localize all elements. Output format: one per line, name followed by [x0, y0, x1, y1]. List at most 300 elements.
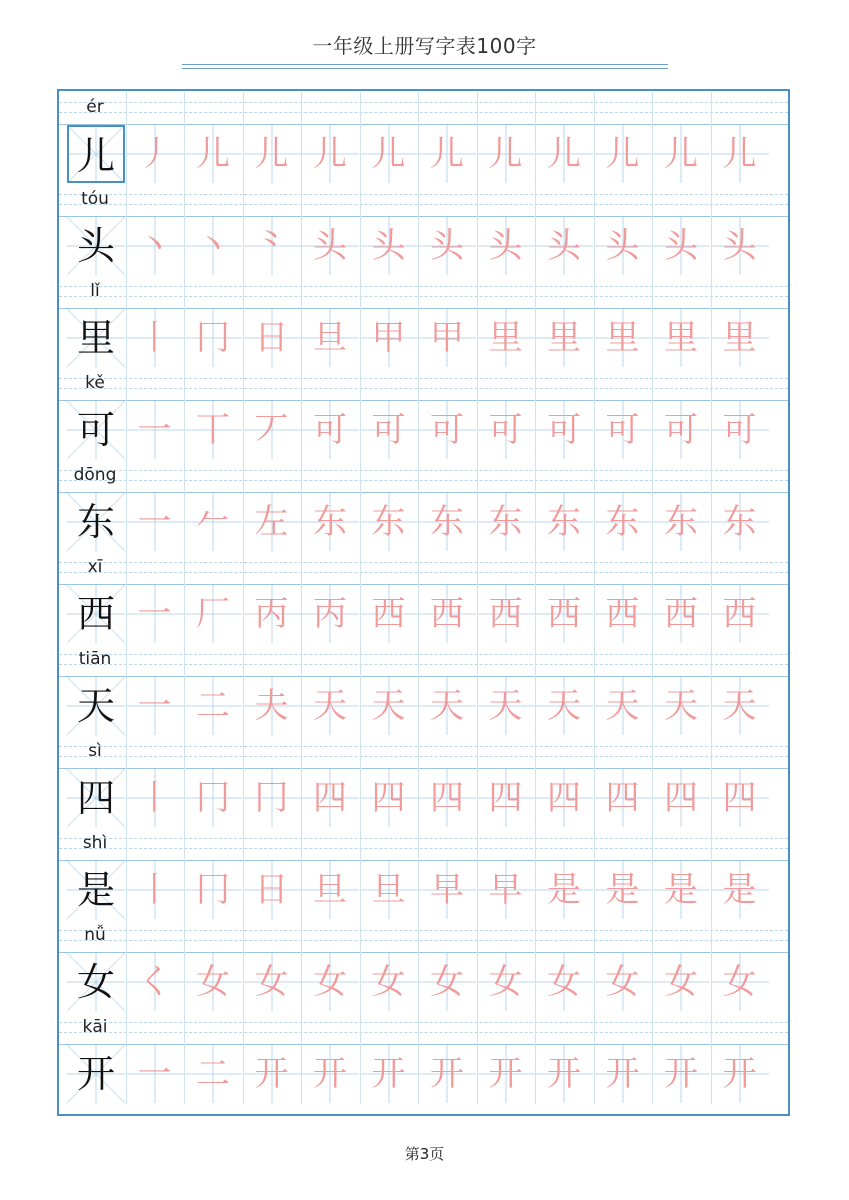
stroke-step-char: 儿 — [430, 134, 464, 174]
trace-cell[interactable] — [126, 953, 184, 1011]
model-char-cell — [67, 585, 125, 643]
trace-cell[interactable] — [711, 1045, 769, 1103]
column-separator — [184, 184, 185, 276]
column-separator — [184, 552, 185, 644]
stroke-step-char: 天 — [371, 686, 406, 726]
trace-cell[interactable] — [243, 953, 301, 1011]
stroke-step-char: 二 — [196, 1054, 230, 1094]
stroke-step-char: 夫 — [254, 686, 289, 726]
trace-cell[interactable] — [184, 1045, 242, 1103]
trace-cell[interactable] — [126, 401, 184, 459]
trace-cell[interactable] — [243, 309, 301, 367]
column-separator — [418, 92, 419, 184]
stroke-step-char: 丨 — [137, 778, 172, 818]
stroke-step-char: 是 — [605, 870, 640, 910]
trace-cell[interactable] — [594, 677, 652, 735]
model-char: 儿 — [76, 134, 115, 178]
column-separator — [301, 828, 302, 920]
pinyin-label: lǐ — [90, 281, 100, 301]
trace-cell[interactable] — [711, 125, 769, 183]
trace-cell[interactable] — [652, 309, 710, 367]
stroke-step-char: 旦 — [371, 870, 406, 910]
column-separator — [301, 920, 302, 1012]
trace-cell[interactable] — [360, 769, 418, 827]
trace-cell[interactable] — [418, 585, 476, 643]
title-underline — [182, 64, 668, 65]
stroke-step-char: 西 — [605, 594, 640, 634]
pinyin-guide-line — [59, 296, 788, 297]
column-separator — [360, 92, 361, 184]
pinyin-guide-line — [59, 470, 788, 471]
column-separator — [652, 184, 653, 276]
trace-cell[interactable] — [711, 861, 769, 919]
column-separator — [594, 736, 595, 828]
trace-cell[interactable] — [184, 493, 242, 551]
trace-cell[interactable] — [418, 493, 476, 551]
trace-cell[interactable] — [243, 677, 301, 735]
trace-cell[interactable] — [243, 769, 301, 827]
model-char-cell — [67, 769, 125, 827]
column-separator — [301, 644, 302, 736]
model-char: 里 — [76, 316, 115, 360]
stroke-step-char: 女 — [547, 962, 581, 1002]
stroke-step-char: 丙 — [254, 594, 289, 634]
trace-cell[interactable] — [711, 493, 769, 551]
stroke-step-char: 里 — [605, 318, 640, 358]
pinyin-guide-line — [59, 480, 788, 481]
practice-sheet-frame — [57, 89, 790, 1116]
trace-cell[interactable] — [477, 309, 535, 367]
trace-cell[interactable] — [360, 585, 418, 643]
trace-cell[interactable] — [360, 861, 418, 919]
stroke-step-char: 冂 — [196, 778, 230, 818]
trace-cell[interactable] — [652, 585, 710, 643]
pinyin-label: sì — [88, 741, 102, 761]
column-separator — [126, 736, 127, 828]
trace-cell[interactable] — [477, 769, 535, 827]
trace-cell[interactable] — [711, 309, 769, 367]
trace-cell[interactable] — [652, 1045, 710, 1103]
stroke-step-char: 甲 — [430, 318, 464, 358]
trace-cell[interactable] — [652, 769, 710, 827]
stroke-step-char: 是 — [664, 870, 698, 910]
column-separator — [711, 828, 712, 920]
stroke-step-char: 天 — [547, 686, 581, 726]
column-separator — [418, 184, 419, 276]
trace-cell[interactable] — [301, 677, 359, 735]
stroke-step-char: 可 — [664, 410, 698, 450]
trace-cell[interactable] — [126, 125, 184, 183]
stroke-step-char: 丨 — [137, 318, 172, 358]
model-char-cell — [67, 309, 125, 367]
column-separator — [360, 920, 361, 1012]
trace-cell[interactable] — [652, 125, 710, 183]
stroke-step-char: 儿 — [664, 134, 698, 174]
pinyin-guide-line — [59, 572, 788, 573]
pinyin-guide-line — [59, 562, 788, 563]
column-separator — [418, 460, 419, 552]
trace-cell[interactable] — [184, 769, 242, 827]
pinyin-guide-line — [59, 1032, 788, 1033]
trace-cell[interactable] — [301, 309, 359, 367]
trace-cell[interactable] — [477, 217, 535, 275]
trace-cell[interactable] — [418, 309, 476, 367]
model-char: 是 — [76, 868, 115, 912]
stroke-step-char: 可 — [371, 410, 406, 450]
stroke-step-char: 是 — [547, 870, 581, 910]
stroke-step-char: 女 — [196, 962, 230, 1002]
column-separator — [301, 736, 302, 828]
column-separator — [418, 276, 419, 368]
char-row — [59, 1012, 788, 1104]
trace-cell[interactable] — [594, 309, 652, 367]
column-separator — [594, 184, 595, 276]
pinyin-guide-line — [59, 388, 788, 389]
stroke-step-char: 四 — [547, 778, 581, 818]
stroke-step-char: 西 — [430, 594, 464, 634]
trace-cell[interactable] — [535, 677, 593, 735]
trace-cell[interactable] — [243, 401, 301, 459]
stroke-step-char: 东 — [313, 502, 347, 542]
pinyin-label: nǚ — [84, 925, 106, 945]
trace-cell[interactable] — [243, 493, 301, 551]
column-separator — [477, 276, 478, 368]
stroke-step-char: 女 — [605, 962, 640, 1002]
stroke-step-char: 开 — [722, 1054, 757, 1094]
column-separator — [243, 276, 244, 368]
column-separator — [477, 920, 478, 1012]
trace-cell[interactable] — [184, 217, 242, 275]
trace-cell[interactable] — [418, 953, 476, 1011]
trace-cell[interactable] — [594, 125, 652, 183]
trace-cell[interactable] — [535, 953, 593, 1011]
trace-cell[interactable] — [652, 861, 710, 919]
column-separator — [535, 920, 536, 1012]
column-separator — [594, 552, 595, 644]
trace-cell[interactable] — [301, 861, 359, 919]
trace-cell[interactable] — [184, 401, 242, 459]
column-separator — [711, 736, 712, 828]
column-separator — [594, 276, 595, 368]
stroke-step-char: 丨 — [137, 870, 172, 910]
column-separator — [243, 736, 244, 828]
trace-cell[interactable] — [243, 125, 301, 183]
char-row — [59, 828, 788, 920]
column-separator — [184, 736, 185, 828]
stroke-step-char: 里 — [664, 318, 698, 358]
char-row — [59, 736, 788, 828]
column-separator — [594, 460, 595, 552]
trace-cell[interactable] — [535, 1045, 593, 1103]
trace-cell[interactable] — [184, 677, 242, 735]
stroke-step-char: 四 — [430, 778, 464, 818]
column-separator — [711, 920, 712, 1012]
column-separator — [477, 644, 478, 736]
stroke-step-char: 头 — [313, 226, 347, 266]
column-separator — [243, 552, 244, 644]
column-separator — [243, 644, 244, 736]
column-separator — [126, 920, 127, 1012]
column-separator — [418, 736, 419, 828]
stroke-step-char: 东 — [722, 502, 757, 542]
char-row — [59, 460, 788, 552]
stroke-step-char: 头 — [547, 226, 581, 266]
trace-cell[interactable] — [594, 1045, 652, 1103]
column-separator — [360, 1012, 361, 1104]
column-separator — [594, 644, 595, 736]
column-separator — [360, 368, 361, 460]
trace-cell[interactable] — [418, 1045, 476, 1103]
trace-cell[interactable] — [126, 493, 184, 551]
trace-cell[interactable] — [126, 861, 184, 919]
trace-cell[interactable] — [360, 953, 418, 1011]
column-separator — [301, 184, 302, 276]
column-separator — [184, 828, 185, 920]
pinyin-guide-line — [59, 746, 788, 747]
trace-cell[interactable] — [535, 769, 593, 827]
pinyin-guide-line — [59, 930, 788, 931]
stroke-step-char: 女 — [664, 962, 698, 1002]
trace-cell[interactable] — [711, 401, 769, 459]
column-separator — [535, 644, 536, 736]
trace-cell[interactable] — [477, 861, 535, 919]
model-char: 东 — [76, 500, 115, 544]
trace-cell[interactable] — [184, 953, 242, 1011]
stroke-step-char: 女 — [430, 962, 464, 1002]
trace-cell[interactable] — [184, 861, 242, 919]
trace-cell[interactable] — [301, 125, 359, 183]
trace-cell[interactable] — [594, 861, 652, 919]
trace-cell[interactable] — [711, 953, 769, 1011]
stroke-step-char: 日 — [254, 870, 289, 910]
pinyin-guide-line — [59, 848, 788, 849]
model-char: 女 — [76, 960, 115, 1004]
stroke-step-char: 西 — [547, 594, 581, 634]
trace-cell[interactable] — [301, 1045, 359, 1103]
column-separator — [418, 644, 419, 736]
trace-cell[interactable] — [711, 677, 769, 735]
column-separator — [652, 276, 653, 368]
pinyin-guide-line — [59, 664, 788, 665]
char-row — [59, 92, 788, 184]
trace-cell[interactable] — [711, 585, 769, 643]
column-separator — [477, 184, 478, 276]
trace-cell[interactable] — [418, 769, 476, 827]
trace-cell[interactable] — [360, 125, 418, 183]
column-separator — [301, 276, 302, 368]
trace-cell[interactable] — [477, 677, 535, 735]
stroke-step-char: 四 — [605, 778, 640, 818]
trace-cell[interactable] — [652, 677, 710, 735]
trace-cell[interactable] — [594, 585, 652, 643]
stroke-step-char: 头 — [488, 226, 523, 266]
stroke-step-char: 丶 — [196, 226, 230, 266]
trace-cell[interactable] — [477, 585, 535, 643]
pinyin-guide-line — [59, 940, 788, 941]
column-separator — [711, 1012, 712, 1104]
column-separator — [126, 828, 127, 920]
trace-cell[interactable] — [126, 1045, 184, 1103]
column-separator — [418, 920, 419, 1012]
trace-cell[interactable] — [477, 1045, 535, 1103]
column-separator — [652, 828, 653, 920]
char-row — [59, 552, 788, 644]
trace-cell[interactable] — [535, 217, 593, 275]
trace-cell[interactable] — [418, 861, 476, 919]
trace-cell[interactable] — [184, 585, 242, 643]
stroke-step-char: 天 — [313, 686, 347, 726]
page-title: 一年级上册写字表100字 — [312, 34, 537, 58]
stroke-step-char: 早 — [430, 870, 464, 910]
stroke-step-char: 二 — [196, 686, 230, 726]
trace-cell[interactable] — [301, 493, 359, 551]
trace-cell[interactable] — [594, 493, 652, 551]
stroke-step-char: 儿 — [254, 134, 289, 174]
trace-cell[interactable] — [477, 493, 535, 551]
pinyin-guide-line — [59, 204, 788, 205]
trace-cell[interactable] — [652, 493, 710, 551]
stroke-step-char: 四 — [371, 778, 406, 818]
trace-cell[interactable] — [535, 401, 593, 459]
trace-cell[interactable] — [301, 953, 359, 1011]
trace-cell[interactable] — [418, 125, 476, 183]
trace-cell[interactable] — [418, 217, 476, 275]
trace-cell[interactable] — [535, 585, 593, 643]
pinyin-label: shì — [82, 833, 108, 853]
stroke-step-char: 厂 — [196, 594, 230, 634]
trace-cell[interactable] — [243, 585, 301, 643]
stroke-step-char: 冂 — [196, 318, 230, 358]
model-char-cell — [67, 677, 125, 735]
trace-cell[interactable] — [243, 861, 301, 919]
trace-cell[interactable] — [594, 217, 652, 275]
trace-cell[interactable] — [360, 217, 418, 275]
column-separator — [301, 92, 302, 184]
trace-cell[interactable] — [360, 309, 418, 367]
column-separator — [535, 460, 536, 552]
trace-cell[interactable] — [535, 309, 593, 367]
column-separator — [594, 920, 595, 1012]
trace-cell[interactable] — [360, 1045, 418, 1103]
trace-cell[interactable] — [711, 217, 769, 275]
column-separator — [711, 92, 712, 184]
column-separator — [477, 1012, 478, 1104]
stroke-step-char: 丿 — [137, 134, 172, 174]
trace-cell[interactable] — [652, 401, 710, 459]
stroke-step-char: 开 — [605, 1054, 640, 1094]
trace-cell[interactable] — [243, 1045, 301, 1103]
trace-cell[interactable] — [126, 309, 184, 367]
stroke-step-char: 东 — [664, 502, 698, 542]
trace-cell[interactable] — [535, 493, 593, 551]
trace-cell[interactable] — [301, 585, 359, 643]
pinyin-guide-line — [59, 194, 788, 195]
trace-cell[interactable] — [711, 769, 769, 827]
column-separator — [184, 920, 185, 1012]
char-row — [59, 276, 788, 368]
model-char: 可 — [76, 408, 115, 452]
stroke-step-char: 东 — [605, 502, 640, 542]
pinyin-label: dōng — [73, 465, 117, 485]
trace-cell[interactable] — [535, 861, 593, 919]
trace-cell[interactable] — [126, 217, 184, 275]
model-char-cell — [67, 493, 125, 551]
stroke-step-char: 一 — [137, 594, 172, 634]
trace-cell[interactable] — [126, 585, 184, 643]
trace-cell[interactable] — [360, 677, 418, 735]
trace-cell[interactable] — [360, 493, 418, 551]
column-separator — [126, 644, 127, 736]
stroke-step-char: 一 — [137, 410, 172, 450]
trace-cell[interactable] — [594, 769, 652, 827]
trace-cell[interactable] — [652, 217, 710, 275]
trace-cell[interactable] — [360, 401, 418, 459]
column-separator — [418, 368, 419, 460]
char-row — [59, 368, 788, 460]
trace-cell[interactable] — [301, 401, 359, 459]
stroke-step-char: 东 — [488, 502, 523, 542]
stroke-step-char: 一 — [137, 1054, 172, 1094]
model-char-cell — [67, 861, 125, 919]
trace-cell[interactable] — [594, 953, 652, 1011]
trace-cell[interactable] — [184, 125, 242, 183]
column-separator — [418, 828, 419, 920]
column-separator — [126, 184, 127, 276]
stroke-step-char: 可 — [547, 410, 581, 450]
column-separator — [126, 368, 127, 460]
trace-cell[interactable] — [477, 125, 535, 183]
trace-cell[interactable] — [126, 677, 184, 735]
pinyin-guide-line — [59, 286, 788, 287]
stroke-step-char: 天 — [488, 686, 523, 726]
column-separator — [360, 552, 361, 644]
column-separator — [652, 644, 653, 736]
stroke-step-char: 四 — [722, 778, 757, 818]
trace-cell[interactable] — [301, 769, 359, 827]
column-separator — [477, 736, 478, 828]
stroke-step-char: 旦 — [313, 318, 347, 358]
column-separator — [652, 460, 653, 552]
trace-cell[interactable] — [652, 953, 710, 1011]
trace-cell[interactable] — [418, 401, 476, 459]
stroke-step-char: 日 — [254, 318, 289, 358]
model-char-cell — [67, 125, 125, 183]
stroke-step-char: 四 — [664, 778, 698, 818]
pinyin-guide-line — [59, 756, 788, 757]
column-separator — [243, 828, 244, 920]
stroke-step-char: 天 — [664, 686, 698, 726]
trace-cell[interactable] — [594, 401, 652, 459]
trace-cell[interactable] — [184, 309, 242, 367]
stroke-step-char: 头 — [664, 226, 698, 266]
trace-cell[interactable] — [418, 677, 476, 735]
column-separator — [360, 276, 361, 368]
trace-cell[interactable] — [301, 217, 359, 275]
trace-cell[interactable] — [477, 401, 535, 459]
trace-cell[interactable] — [126, 769, 184, 827]
pinyin-label: kě — [85, 373, 105, 393]
column-separator — [711, 368, 712, 460]
trace-cell[interactable] — [477, 953, 535, 1011]
char-row — [59, 184, 788, 276]
trace-cell[interactable] — [535, 125, 593, 183]
stroke-step-char: 可 — [722, 410, 757, 450]
model-char-cell — [67, 217, 125, 275]
trace-cell[interactable] — [243, 217, 301, 275]
stroke-step-char: 旦 — [313, 870, 347, 910]
pinyin-label: kāi — [82, 1017, 108, 1037]
column-separator — [477, 828, 478, 920]
